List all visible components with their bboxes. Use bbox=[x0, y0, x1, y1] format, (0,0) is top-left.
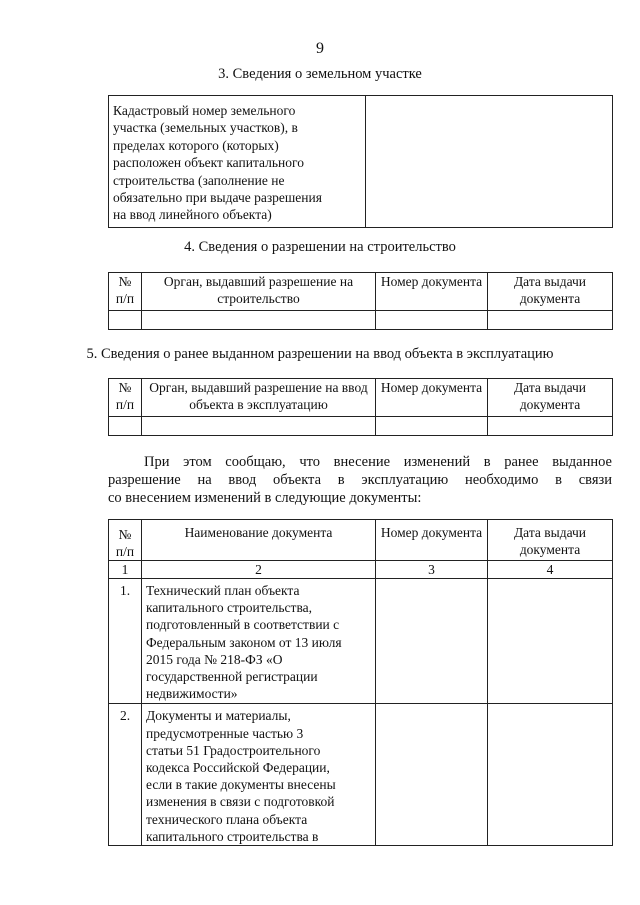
paragraph-line: со внесением изменений в следующие документы: bbox=[108, 490, 422, 506]
documents-table bbox=[108, 519, 613, 846]
document-name-line: Документы и материалы, bbox=[146, 708, 291, 724]
header-doc-number: Номер документа bbox=[376, 273, 488, 311]
cell-empty[interactable] bbox=[488, 704, 613, 846]
land-plot-table bbox=[108, 95, 613, 228]
table-row bbox=[109, 704, 613, 846]
header-number: № п/п bbox=[109, 520, 142, 561]
row-number: 2. bbox=[109, 704, 142, 846]
header-authority: Орган, выдавший разрешение на строительство bbox=[142, 273, 376, 311]
header-issue-date: Дата выдачи документа bbox=[488, 273, 613, 311]
construction-permit-table bbox=[108, 272, 613, 330]
page-number: 9 bbox=[316, 40, 324, 57]
cell-empty[interactable] bbox=[376, 704, 488, 846]
cadastral-value-cell[interactable] bbox=[366, 96, 613, 228]
document-name-line: недвижимости» bbox=[146, 686, 238, 702]
document-name-line: государственной регистрации bbox=[146, 669, 318, 685]
document-name-line: капитального строительства, bbox=[146, 600, 313, 616]
column-number-3: 3 bbox=[376, 561, 488, 579]
header-authority: Орган, выдавший разрешение на ввод объекта в эксплуатацию bbox=[142, 379, 376, 417]
column-number-2: 2 bbox=[142, 561, 376, 579]
cell-empty[interactable] bbox=[142, 311, 376, 330]
statement-paragraph bbox=[108, 453, 612, 507]
header-doc-number: Номер документа bbox=[376, 379, 488, 417]
header-doc-number: Номер документа bbox=[376, 520, 488, 561]
cell-empty[interactable] bbox=[376, 417, 488, 436]
cell-empty[interactable] bbox=[376, 311, 488, 330]
cell-empty[interactable] bbox=[488, 311, 613, 330]
cadastral-label-line: пределах которого (которых) bbox=[113, 137, 279, 153]
cadastral-label-line: расположен объект капитального bbox=[113, 155, 304, 171]
document-name-line: изменения в связи с подготовкой bbox=[146, 794, 335, 810]
cell-empty[interactable] bbox=[109, 417, 142, 436]
cadastral-label-line: участка (земельных участков), в bbox=[113, 120, 298, 136]
document-name-line: капитального строительства в bbox=[146, 828, 319, 844]
header-number: № п/п bbox=[109, 379, 142, 417]
document-name-line: статьи 51 Градостроительного bbox=[146, 742, 321, 758]
document-name-line: подготовленный в соответствии с bbox=[146, 617, 340, 633]
column-number-4: 4 bbox=[488, 561, 613, 579]
paragraph-line: разрешение на ввод объекта в эксплуатацию необходимо в связи bbox=[108, 472, 612, 488]
header-issue-date: Дата выдачи документа bbox=[488, 520, 613, 561]
paragraph-line: При этом сообщаю, что внесение изменений в ранее выданное bbox=[144, 454, 612, 470]
cadastral-label-line: Кадастровый номер земельного bbox=[113, 103, 296, 118]
document-name-line: если в такие документы внесены bbox=[146, 777, 336, 793]
cell-empty[interactable] bbox=[142, 417, 376, 436]
cell-empty[interactable] bbox=[488, 579, 613, 704]
document-name-cell bbox=[142, 704, 376, 846]
cadastral-label-line: строительства (заполнение не bbox=[113, 172, 285, 188]
document-name-cell bbox=[142, 579, 376, 704]
cadastral-label-line: на ввод линейного объекта) bbox=[113, 207, 272, 223]
cadastral-label-line: обязательно при выдаче разрешения bbox=[113, 190, 322, 206]
row-number: 1. bbox=[109, 579, 142, 704]
cadastral-label-cell bbox=[109, 96, 366, 228]
column-number-1: 1 bbox=[109, 561, 142, 579]
document-name-line: предусмотренные частью 3 bbox=[146, 725, 304, 741]
header-number: № п/п bbox=[109, 273, 142, 311]
section3-title: 3. Сведения о земельном участке bbox=[218, 66, 422, 82]
cell-empty[interactable] bbox=[109, 311, 142, 330]
header-doc-name: Наименование документа bbox=[142, 520, 376, 561]
document-name-line: кодекса Российской Федерации, bbox=[146, 760, 330, 776]
document-name-line: Технический план объекта bbox=[146, 583, 300, 598]
document-name-line: технического плана объекта bbox=[146, 811, 308, 827]
section5-title: 5. Сведения о ранее выданном разрешении на ввод объекта в эксплуатацию bbox=[86, 346, 554, 362]
section4-title: 4. Сведения о разрешении на строительство bbox=[184, 239, 456, 255]
table-row bbox=[109, 579, 613, 704]
header-issue-date: Дата выдачи документа bbox=[488, 379, 613, 417]
previous-permit-table bbox=[108, 378, 613, 436]
document-name-line: Федеральным законом от 13 июля bbox=[146, 634, 342, 650]
cell-empty[interactable] bbox=[488, 417, 613, 436]
document-name-line: 2015 года № 218-ФЗ «О bbox=[146, 651, 283, 667]
cell-empty[interactable] bbox=[376, 579, 488, 704]
